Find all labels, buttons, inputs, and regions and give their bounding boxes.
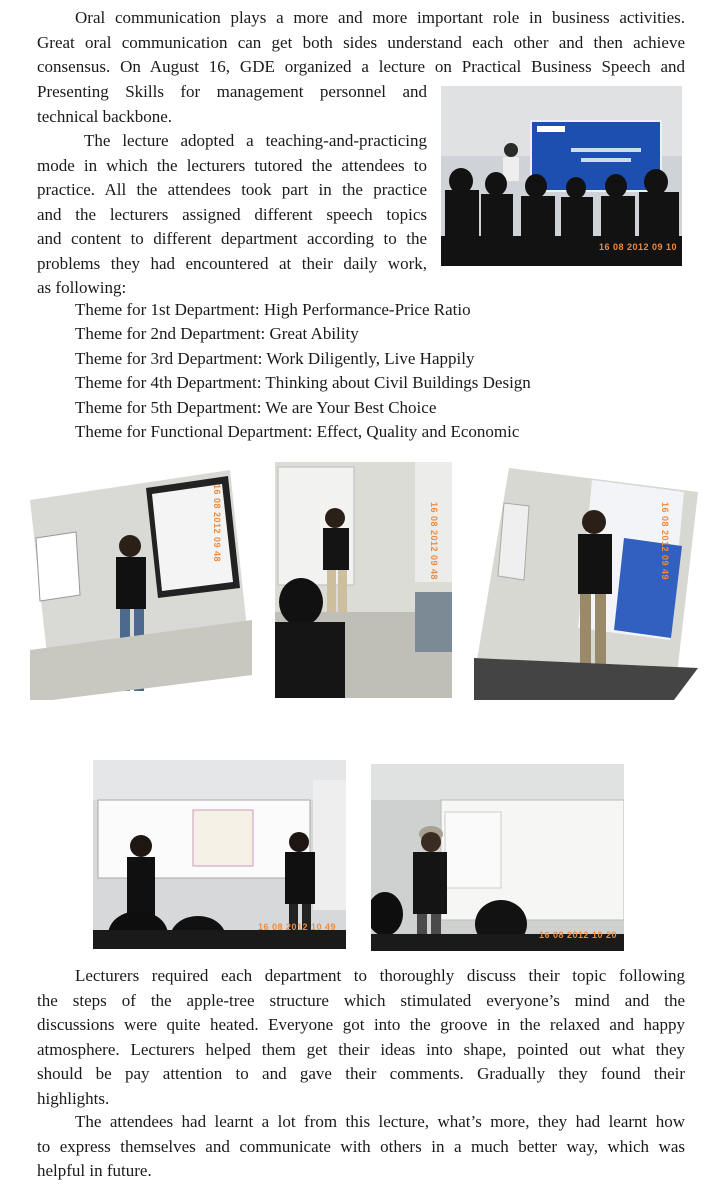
method-line: mode in which the lecturers tutored the attendees to	[37, 155, 427, 175]
intro-line: Great oral communication can get both sides understand each other and then achieve	[37, 32, 685, 52]
photo-timestamp: 16 08 2012 10 20	[539, 930, 618, 940]
discussion-line: should be pay attention to and gave their comments. Gradually they found their	[37, 1064, 685, 1083]
method-line: The lecture adopted a teaching-and-practicing	[84, 131, 427, 150]
theme-item: Theme for Functional Department: Effect, Quality and Economic	[75, 422, 520, 441]
method-paragraph	[37, 129, 427, 301]
intro-line: Oral communication plays a more and more important role in business activities.	[75, 8, 685, 27]
conclusion-paragraph	[37, 1110, 685, 1184]
presenters-photo	[93, 760, 346, 949]
discussion-paragraph	[37, 964, 685, 1111]
conclusion-line: The attendees had learnt a lot from this lecture, what’s more, they had learnt how	[75, 1112, 685, 1131]
photo-timestamp: 16 08 2012 09 10	[599, 242, 678, 252]
photo-timestamp: 16 08 2012 10 49	[258, 922, 337, 932]
speaker-photo-1	[30, 470, 252, 700]
intro-line: Presenting Skills for management personnel and	[37, 82, 427, 101]
discussion-line: the steps of the apple-tree structure which stimulated everyone’s mind and the	[37, 990, 685, 1010]
method-line: and the lecturers assigned different speech topics	[37, 204, 427, 224]
discussion-line: Lecturers required each department to thoroughly discuss their topic following	[75, 966, 685, 985]
method-line: problems they had encountered at their daily work,	[37, 253, 427, 273]
intro-line: technical backbone.	[37, 106, 172, 126]
intro-paragraph-cont	[37, 80, 427, 129]
theme-item: Theme for 1st Department: High Performance-Price Ratio	[75, 300, 471, 319]
lecture-hall-photo	[441, 86, 682, 266]
theme-item: Theme for 3rd Department: Work Diligently, Live Happily	[75, 349, 475, 368]
intro-paragraph	[37, 6, 685, 80]
speaker-photo-3	[474, 468, 698, 700]
theme-item: Theme for 5th Department: We are Your Best Choice	[75, 398, 437, 417]
photo-timestamp: 16 08 2012 09 48	[429, 502, 439, 581]
conclusion-line: helpful in future.	[37, 1161, 152, 1180]
discussion-line: discussions were quite heated. Everyone got into the groove in the relaxed and happy	[37, 1015, 685, 1034]
intro-line: consensus. On August 16, GDE organized a lecture on Practical Business Speech and	[37, 57, 685, 76]
theme-item: Theme for 4th Department: Thinking about Civil Buildings Design	[75, 373, 531, 392]
discussion-line: atmosphere. Lecturers helped them get their ideas into shape, pointed out what they	[37, 1039, 685, 1059]
theme-item: Theme for 2nd Department: Great Ability	[75, 324, 359, 343]
method-line: practice. All the attendees took part in the practice	[37, 180, 427, 199]
photo-timestamp: 16 08 2012 09 48	[212, 484, 222, 563]
photo-timestamp: 16 08 2012 09 49	[660, 502, 670, 581]
discussion-line: highlights.	[37, 1088, 110, 1108]
method-line: and content to different department according to the	[37, 229, 427, 248]
speaker-photo-2	[275, 462, 452, 698]
method-line: as following:	[37, 278, 127, 297]
conclusion-line: to express themselves and communicate with others in a much better way, which was	[37, 1136, 685, 1156]
presenter-cap-photo	[371, 764, 624, 951]
